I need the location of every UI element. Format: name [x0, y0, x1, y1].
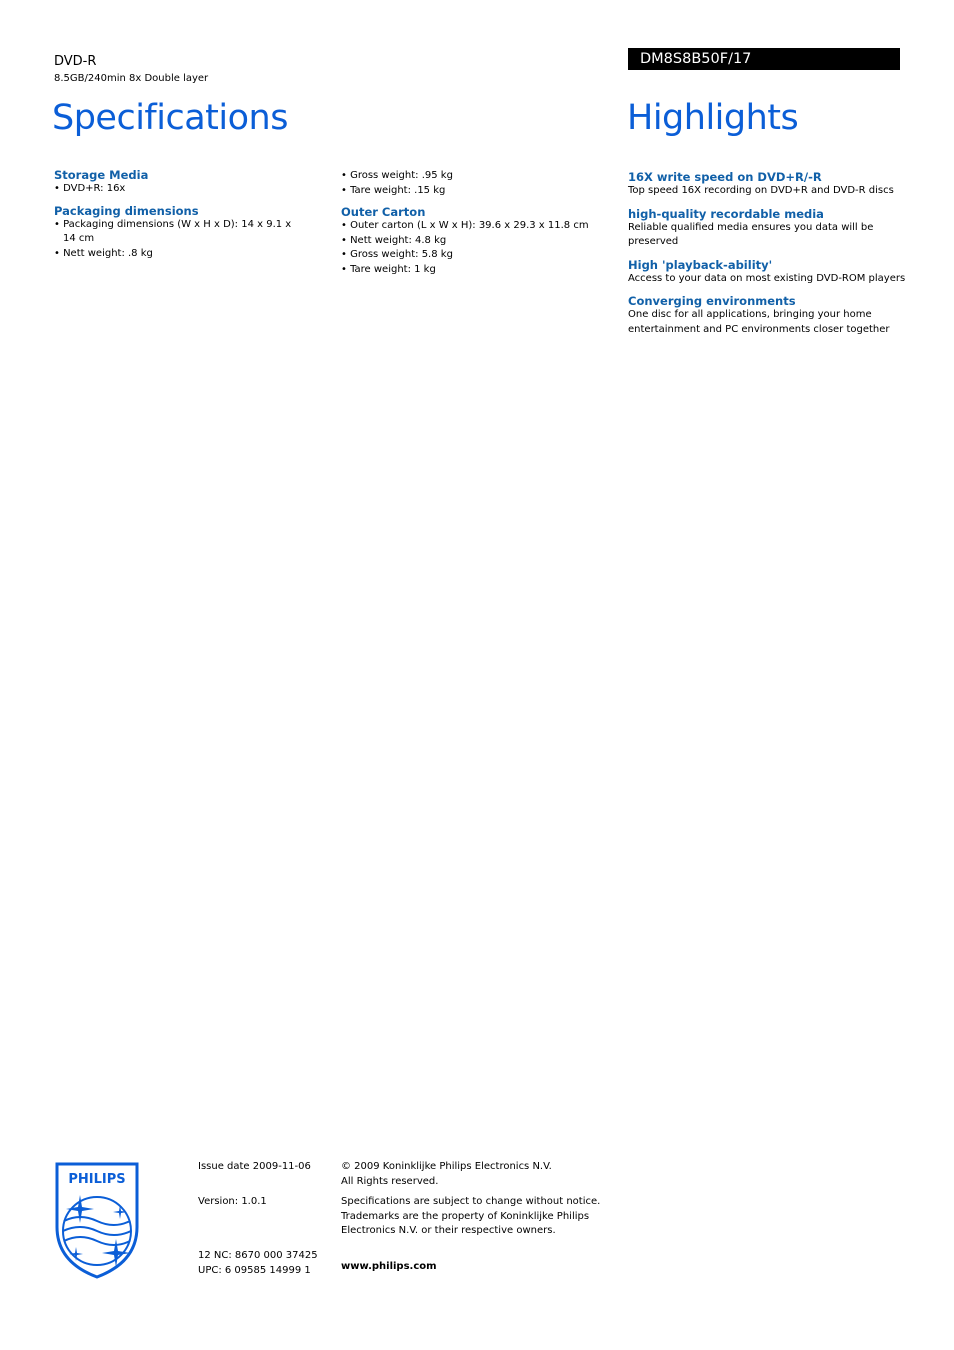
specs-column-2 — [341, 169, 616, 285]
highlight-heading: High 'playback-ability' — [628, 257, 773, 272]
section-heading: Storage Media — [54, 168, 149, 182]
list-item: • Nett weight: 4.8 kg — [341, 234, 616, 249]
section-heading: Packaging dimensions — [54, 203, 199, 218]
highlight-heading: high-quality recordable media — [628, 206, 824, 221]
specs-column-1 — [54, 168, 304, 268]
highlight-text: Access to your data on most existing DVD-ROM players — [628, 272, 906, 284]
website-link[interactable]: www.philips.com — [341, 1260, 437, 1272]
upc-code: UPC: 6 09585 14999 1 — [198, 1264, 311, 1276]
highlights-column — [628, 170, 906, 346]
disclaimer-line: Specifications are subject to change without notice. — [341, 1196, 601, 1208]
logo-wordmark: PHILIPS — [68, 1172, 126, 1187]
copyright-line: All Rights reserved. — [341, 1175, 439, 1187]
outer-carton-section — [341, 205, 616, 277]
disclaimer-line: Electronics N.V. or their respective owners. — [341, 1225, 556, 1237]
weights-section — [341, 169, 616, 198]
version: Version: 1.0.1 — [198, 1195, 267, 1207]
packaging-section — [54, 204, 304, 262]
footer-meta — [198, 1160, 328, 1278]
highlight-text: One disc for all applications, bringing your home entertainment and PC environments closer together — [628, 309, 890, 335]
section-heading: Outer Carton — [341, 205, 426, 220]
list-item: • Gross weight: 5.8 kg — [341, 248, 616, 263]
list-item: • Tare weight: 1 kg — [341, 263, 616, 278]
list-item: • Gross weight: .95 kg — [341, 169, 616, 184]
list-item: • Tare weight: .15 kg — [341, 184, 616, 199]
product-subtitle: 8.5GB/240min 8x Double layer — [54, 73, 209, 84]
highlight-heading: 16X write speed on DVD+R/-R — [628, 170, 822, 184]
highlight-text: Reliable qualified media ensures you data will be preserved — [628, 221, 874, 248]
copyright-line: © 2009 Koninklijke Philips Electronics N.V. — [341, 1161, 552, 1172]
list-item: • Nett weight: .8 kg — [54, 247, 304, 262]
footer-legal — [341, 1160, 611, 1275]
list-item: • Outer carton (L x W x H): 39.6 x 29.3 x 11.8 cm — [341, 219, 616, 234]
highlights-title: Highlights — [627, 98, 799, 138]
highlight-item — [628, 294, 906, 337]
philips-logo-icon — [54, 1161, 140, 1280]
issue-date: Issue date 2009-11-06 — [198, 1161, 311, 1172]
highlight-item — [628, 207, 906, 250]
nc-code: 12 NC: 8670 000 37425 — [198, 1250, 318, 1262]
model-number-bar: DM8S8B50F/17 — [628, 48, 900, 70]
specifications-title: Specifications — [52, 98, 288, 138]
list-item: • Packaging dimensions (W x H x D): 14 x 9.1 x 14 cm — [54, 218, 304, 247]
storage-media-section — [54, 168, 304, 197]
disclaimer-line: Trademarks are the property of Koninklijke Philips — [341, 1210, 590, 1222]
highlight-text: Top speed 16X recording on DVD+R and DVD-R discs — [628, 185, 894, 196]
highlight-item — [628, 170, 906, 199]
highlight-item — [628, 258, 906, 287]
list-item: • DVD+R: 16x — [54, 182, 304, 197]
product-name: DVD-R — [54, 54, 97, 69]
highlight-heading: Converging environments — [628, 294, 796, 309]
